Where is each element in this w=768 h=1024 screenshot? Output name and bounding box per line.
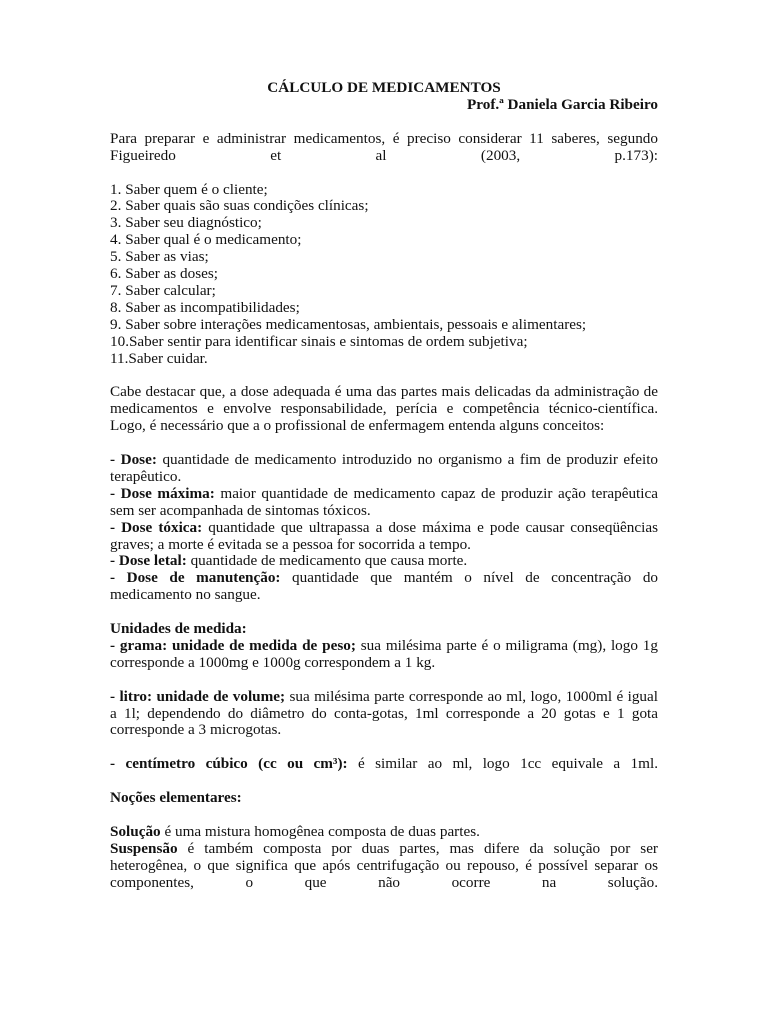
unit-text: é similar ao ml, logo 1cc equivale a 1ml.: [347, 755, 658, 773]
list-item: 7. Saber calcular;: [110, 281, 216, 299]
dose-paragraph: Cabe destacar que, a dose adequada é uma das partes mais delicadas da administração de medicamentos e envolve responsabilidade, perícia e competência técnico-científica. Logo, é necessário que a o profissional de enfermagem entenda alguns conceitos:: [110, 383, 658, 435]
list-item: 5. Saber as vias;: [110, 248, 209, 266]
definition-dose: [110, 452, 658, 486]
section-heading: Noções elementares:: [110, 789, 242, 807]
definition-text: quantidade que ultrapassa a dose máxima e pode causar conseqüências graves; a morte é evitada se a pessoa for socorrida a tempo.: [110, 518, 658, 553]
unit-grama: [110, 638, 658, 672]
list-item: 1. Saber quem é o cliente;: [110, 180, 268, 198]
definition-term: - Dose tóxica:: [110, 518, 203, 536]
definition-text: quantidade que mantém o nível de concentração do medicamento no sangue.: [110, 569, 659, 604]
unit-term: - litro: unidade de volume;: [110, 687, 286, 705]
unit-centimetro-cubico: [110, 756, 658, 773]
list-item: 11.Saber cuidar.: [110, 349, 208, 367]
document-page: [110, 80, 658, 891]
unit-text: sua milésima parte é o miligrama (mg), logo 1g corresponde a 1000mg e 1000g correspondem a 1 kg.: [110, 636, 658, 671]
definition-text: quantidade de medicamento introduzido no organismo a fim de produzir efeito terapêutico.: [110, 450, 659, 485]
notion-term: Suspensão: [110, 839, 178, 857]
definition-dose-manutencao: [110, 570, 658, 604]
notion-solucao: [110, 824, 658, 841]
notion-suspensao: [110, 841, 658, 892]
definition-term: - Dose de manutenção:: [110, 569, 281, 587]
definition-term: - Dose:: [110, 450, 157, 468]
notion-text: é uma mistura homogênea composta de duas partes.: [160, 822, 480, 840]
list-item: 10.Saber sentir para identificar sinais e sintomas de ordem subjetiva;: [110, 332, 528, 350]
definition-dose-toxica: [110, 520, 658, 554]
list-item: 4. Saber qual é o medicamento;: [110, 231, 302, 249]
definition-dose-maxima: [110, 486, 658, 520]
notions-heading: [110, 790, 658, 807]
list-item: 3. Saber seu diagnóstico;: [110, 214, 262, 232]
list-item: 9. Saber sobre interações medicamentosas, ambientais, pessoais e alimentares;: [110, 315, 587, 333]
section-heading: Unidades de medida:: [110, 620, 247, 638]
unit-term: - grama: unidade de medida de peso;: [110, 636, 356, 654]
definition-text: quantidade de medicamento que causa morte.: [186, 552, 468, 570]
unit-text: sua milésima parte corresponde ao ml, logo, 1000ml é igual a 1l; dependendo do diâmetro do conta-gotas, 1ml corresponde a 20 gotas e 1 gota corresponde a 3 microgotas.: [110, 687, 658, 739]
definition-term: - Dose letal:: [110, 552, 187, 570]
definition-term: - Dose máxima:: [110, 484, 215, 502]
list-item: 6. Saber as doses;: [110, 265, 218, 283]
intro-paragraph: Para preparar e administrar medicamentos, é preciso considerar 11 saberes, segundo Figueiredo et al (2003, p.173):: [110, 129, 658, 164]
unit-term: - centímetro cúbico (cc ou cm³):: [110, 755, 348, 773]
notion-term: Solução: [110, 822, 161, 840]
units-heading: [110, 621, 658, 638]
saberes-list: [110, 182, 658, 368]
definition-text: maior quantidade de medicamento capaz de produzir ação terapêutica sem ser acompanhada de sintomas tóxicos.: [110, 484, 658, 519]
list-item: 2. Saber quais são suas condições clínicas;: [110, 197, 369, 215]
document-title: CÁLCULO DE MEDICAMENTOS: [267, 79, 501, 96]
notion-text: é também composta por duas partes, mas difere da solução por ser heterogênea, o que significa que após centrifugação ou repouso, é possível separar os componentes, o que não ocorre na solução.: [110, 839, 658, 891]
document-author: Prof.ª Daniela Garcia Ribeiro: [467, 95, 658, 113]
unit-litro: [110, 689, 658, 740]
definition-dose-letal: [110, 553, 658, 570]
list-item: 8. Saber as incompatibilidades;: [110, 298, 300, 316]
